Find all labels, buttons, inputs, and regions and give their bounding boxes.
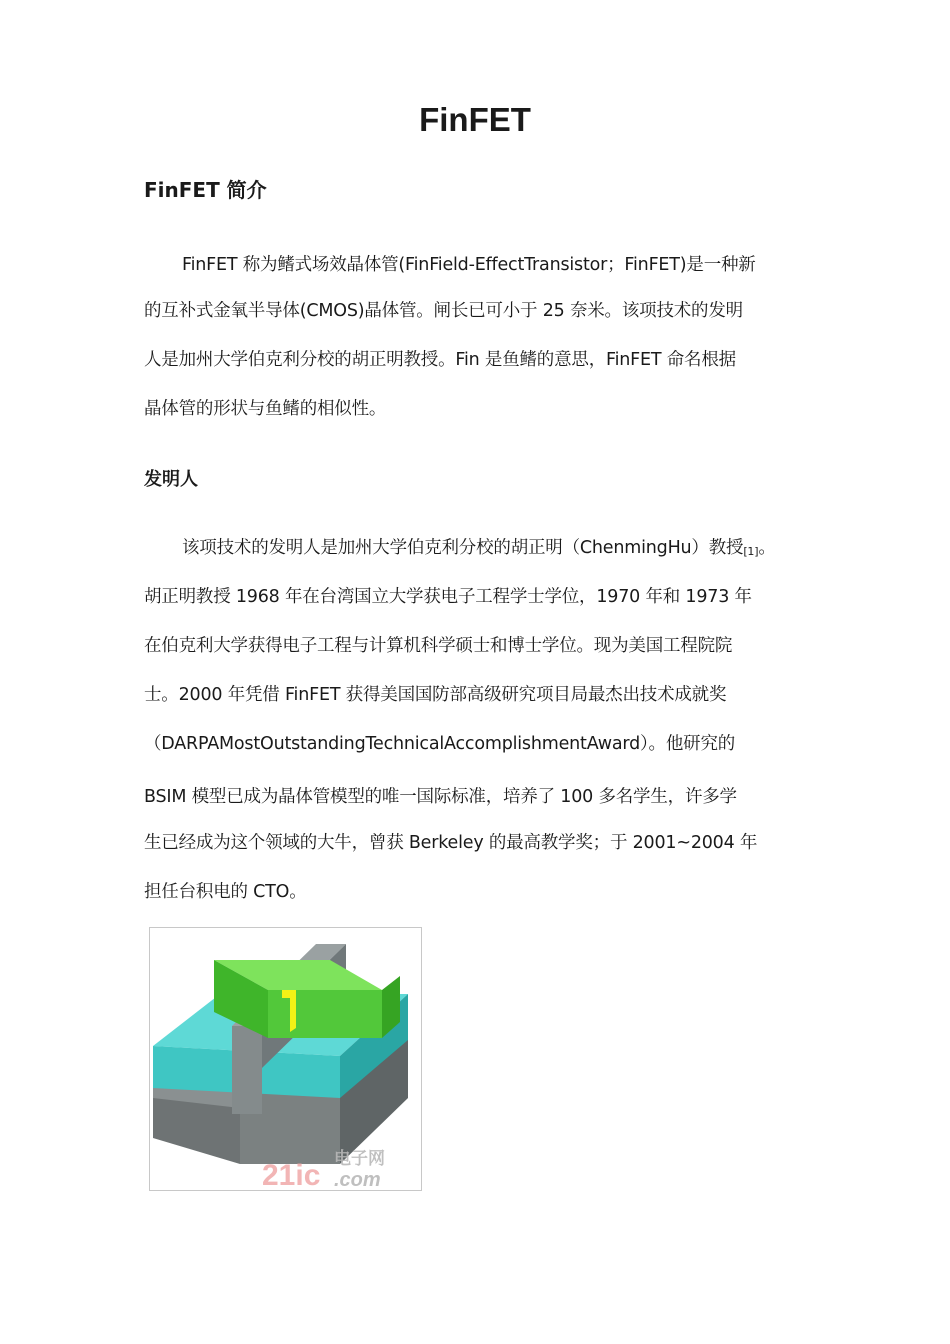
inventor-line-6: BSIM 模型已成为晶体管模型的唯一国际标准，培养了 100 多名学生，许多学 (144, 787, 737, 807)
section-heading-inventor: 发明人 (144, 469, 198, 490)
citation-ref[interactable]: [1] (743, 545, 759, 558)
inventor-line-5: （DARPAMostOutstandingTechnicalAccomplishmentAward）。他研究的 (144, 734, 736, 754)
intro-line-1: FinFET 称为鳍式场效晶体管(FinField-EffectTransistor；FinFET)是一种新 (182, 255, 756, 275)
intro-line-2: 的互补式金氧半导体(CMOS)晶体管。闸长已可小于 25 奈米。该项技术的发明 (144, 301, 743, 321)
finfet-structure-figure (149, 927, 422, 1191)
gate-front (232, 1026, 262, 1114)
inventor-line-1-end: 。 (758, 538, 776, 558)
inventor-line-1-text: 该项技术的发明人是加州大学伯克利分校的胡正明（ChenmingHu）教授 (182, 538, 744, 558)
watermark-domain: .com (334, 1169, 381, 1190)
section-heading-intro: FinFET 简介 (144, 178, 267, 202)
intro-line-3: 人是加州大学伯克利分校的胡正明教授。Fin 是鱼鳍的意思，FinFET 命名根据 (144, 350, 736, 370)
inventor-line-4: 士。2000 年凭借 FinFET 获得美国国防部高级研究项目局最杰出技术成就奖 (144, 685, 727, 705)
finfet-3d-diagram (150, 928, 421, 1190)
page-title: FinFET (419, 101, 531, 138)
inventor-line-2: 胡正明教授 1968 年在台湾国立大学获电子工程学士学位，1970 年和 1973 年 (144, 587, 752, 607)
inventor-line-7: 生已经成为这个领域的大牛，曾获 Berkeley 的最高教学奖；于 2001~2004 年 (144, 833, 758, 853)
watermark-cn: 电子网 (334, 1149, 385, 1169)
inventor-line-1 (182, 535, 776, 565)
watermark-number: 21ic (262, 1159, 321, 1190)
intro-line-4: 晶体管的形状与鱼鳍的相似性。 (144, 399, 387, 419)
inventor-line-8: 担任台积电的 CTO。 (144, 882, 307, 902)
inventor-line-3: 在伯克利大学获得电子工程与计算机科学硕士和博士学位。现为美国工程院院 (144, 636, 733, 656)
